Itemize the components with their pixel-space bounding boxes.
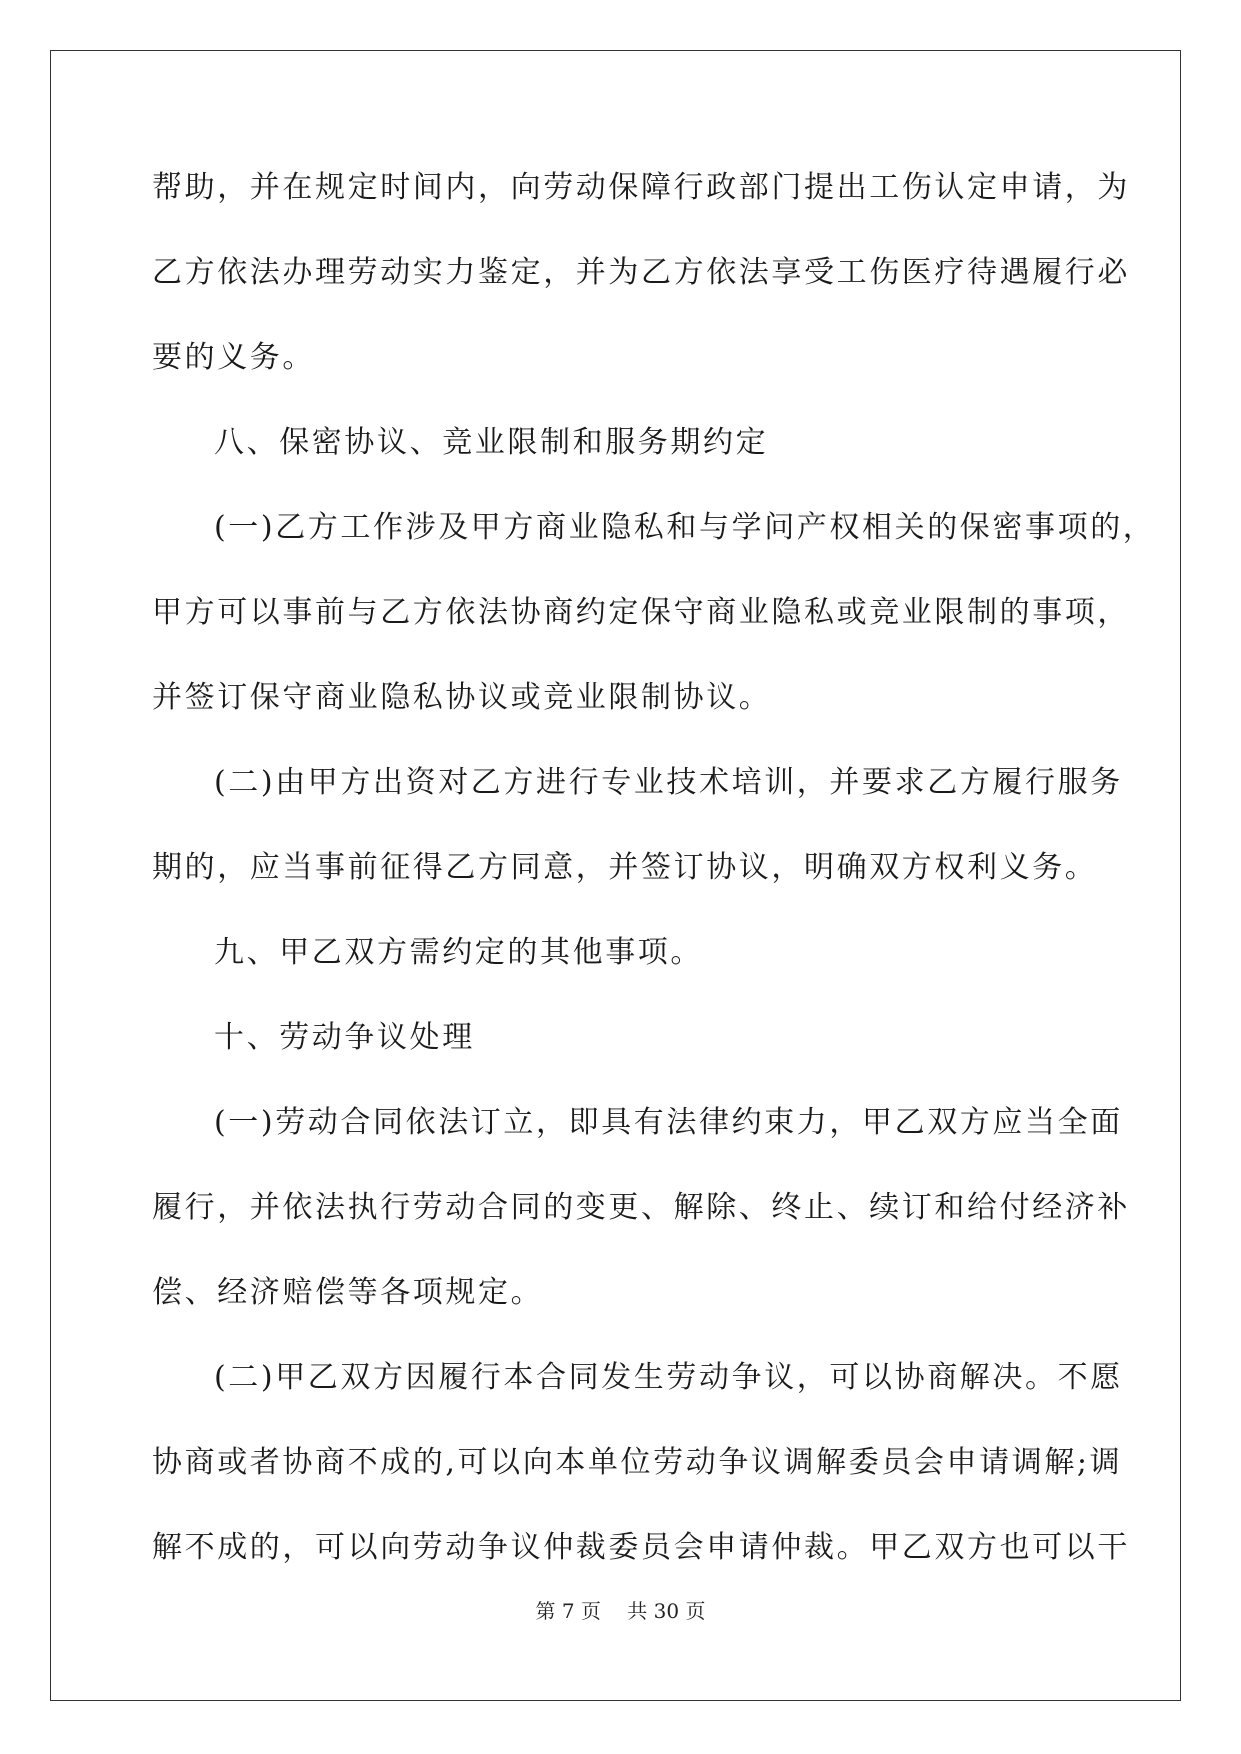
text-line: (一)乙方工作涉及甲方商业隐私和与学问产权相关的保密事项的， [214, 510, 1156, 545]
text-line: 并签订保守商业隐私协议或竞业限制协议。 [152, 680, 772, 715]
section-heading: 九、甲乙双方需约定的其他事项。 [214, 935, 703, 970]
text-line: (二)甲乙双方因履行本合同发生劳动争议，可以协商解决。不愿 [214, 1360, 1123, 1395]
text-line: 解不成的，可以向劳动争议仲裁委员会申请仲裁。甲乙双方也可以干 [152, 1530, 1130, 1565]
text-line: 甲方可以事前与乙方依法协商约定保守商业隐私或竞业限制的事项， [152, 595, 1130, 630]
section-heading: 八、保密协议、竞业限制和服务期约定 [214, 425, 769, 460]
page-number-footer: 第 7 页 共 30 页 [535, 1599, 706, 1623]
text-line: 协商或者协商不成的,可以向本单位劳动争议调解委员会申请调解;调 [152, 1445, 1123, 1480]
text-line: 期的，应当事前征得乙方同意，并签订协议，明确双方权利义务。 [152, 850, 1098, 885]
document-body [152, 168, 1156, 1613]
text-line: 要的义务。 [152, 340, 315, 375]
text-line: 偿、经济赔偿等各项规定。 [152, 1275, 544, 1310]
text-line: 帮助，并在规定时间内，向劳动保障行政部门提出工伤认定申请，为 [152, 170, 1130, 205]
text-line: 乙方依法办理劳动实力鉴定，并为乙方依法享受工伤医疗待遇履行必 [152, 255, 1130, 290]
section-heading: 十、劳动争议处理 [214, 1020, 475, 1055]
text-line: (二)由甲方出资对乙方进行专业技术培训，并要求乙方履行服务 [214, 765, 1123, 800]
text-line: (一)劳动合同依法订立，即具有法律约束力，甲乙双方应当全面 [214, 1105, 1123, 1140]
text-line: 履行，并依法执行劳动合同的变更、解除、终止、续订和给付经济补 [152, 1190, 1130, 1225]
